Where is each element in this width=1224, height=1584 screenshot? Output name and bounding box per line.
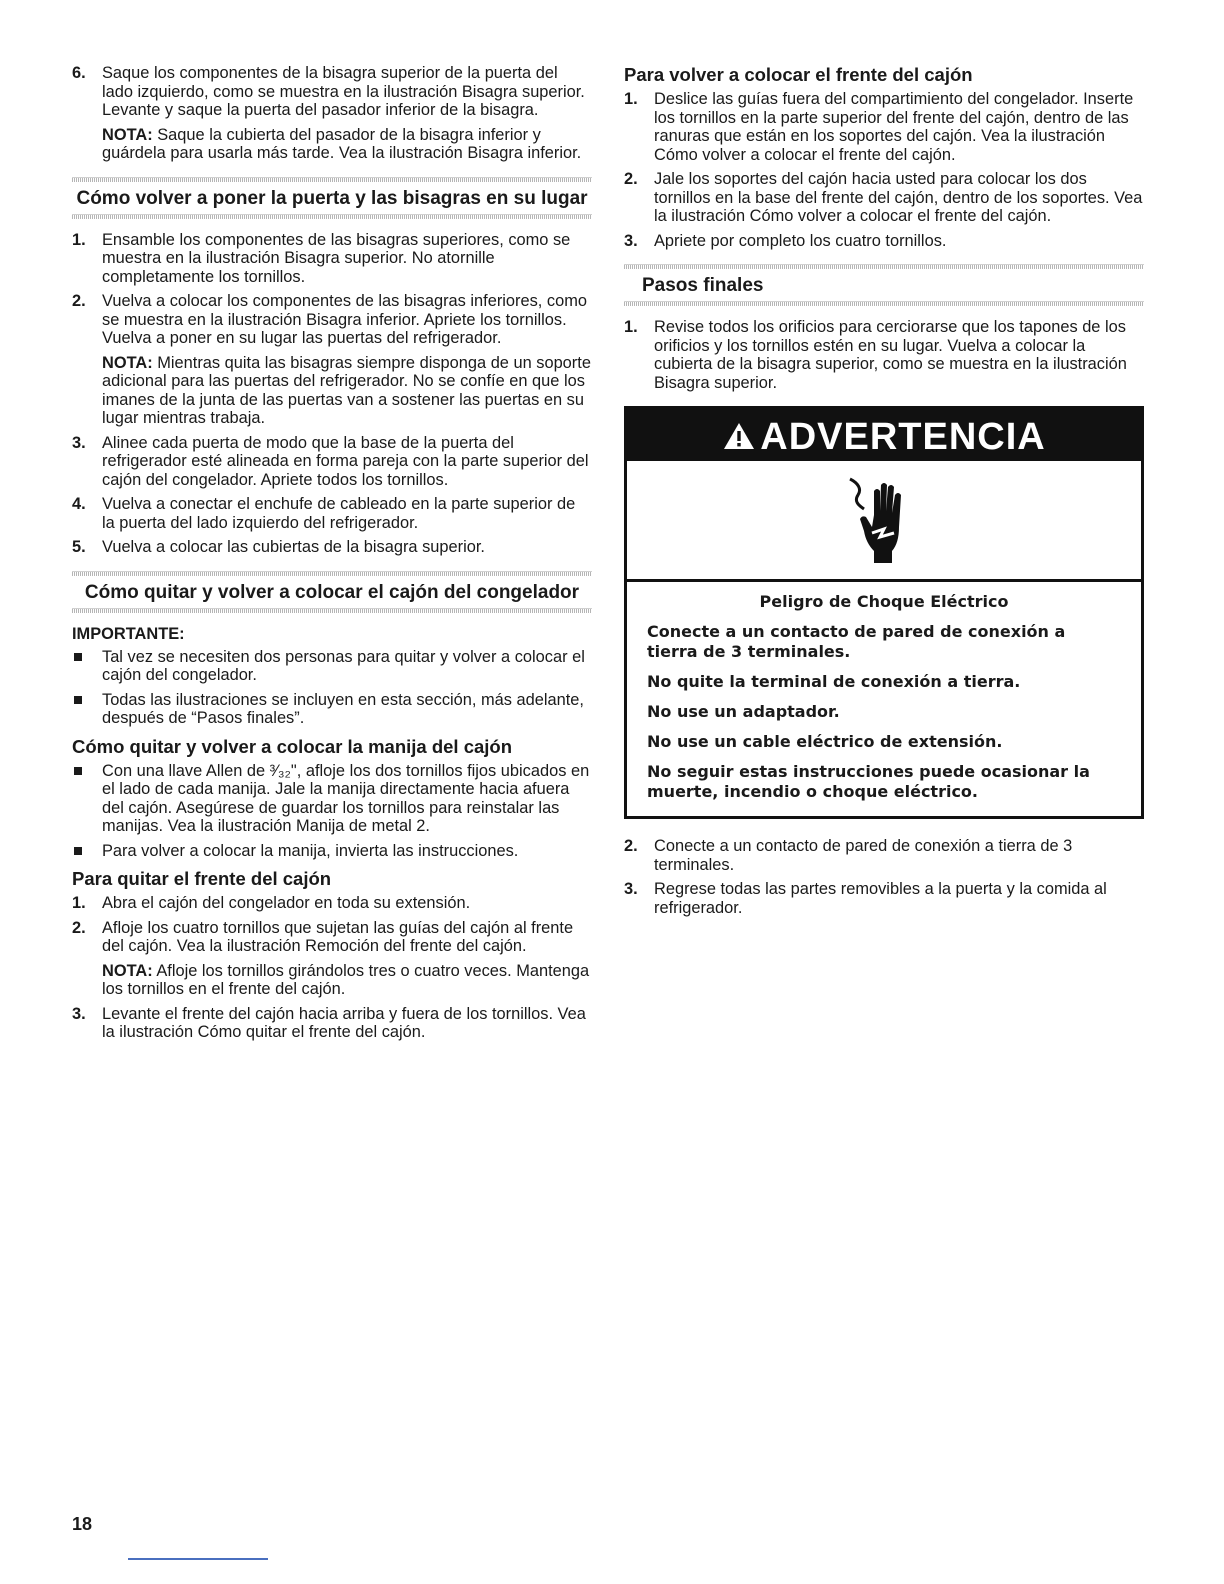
bullet-icon xyxy=(74,767,82,775)
item-text: Levante el frente del cajón hacia arriba y fuera de los tornillos. Vea la ilustración Cómo quitar el frente del cajón. xyxy=(102,1004,586,1041)
warning-line: No use un cable eléctrico de extensión. xyxy=(647,732,1003,751)
item-text: Afloje los cuatro tornillos que sujetan las guías del cajón al frente del cajón. Vea la ilustración Remoción del frente del cajón. xyxy=(102,918,574,955)
list-item xyxy=(72,64,592,120)
item-number: 6. xyxy=(72,64,86,82)
note xyxy=(72,126,592,163)
list-item xyxy=(72,919,592,956)
item-number: 2. xyxy=(624,837,638,855)
bullet-icon xyxy=(74,847,82,855)
item-text: Todas las ilustraciones se incluyen en esta sección, más adelante, después de “Pasos finales”. xyxy=(102,690,584,727)
section-title: Cómo volver a poner la puerta y las bisagras en su lugar xyxy=(76,187,588,209)
item-number: 3. xyxy=(72,433,86,452)
list-item xyxy=(624,837,1144,874)
step-list xyxy=(72,64,592,120)
divider xyxy=(72,214,592,219)
bullet-list xyxy=(72,762,592,861)
list-item xyxy=(72,538,592,557)
warning-title: ADVERTENCIA xyxy=(760,416,1046,458)
note xyxy=(72,354,592,428)
warning-box xyxy=(624,406,1144,819)
item-number: 2. xyxy=(72,292,86,310)
item-number: 4. xyxy=(72,495,86,513)
warning-text xyxy=(627,582,1141,816)
item-number: 1. xyxy=(624,318,638,336)
list-item xyxy=(72,1005,592,1042)
divider xyxy=(72,608,592,613)
list-item xyxy=(624,90,1144,164)
list-item xyxy=(72,648,592,685)
section-header xyxy=(72,177,592,219)
step-list xyxy=(624,90,1144,250)
page-number: 18 xyxy=(72,1514,93,1534)
bullet-icon xyxy=(74,653,82,661)
item-text: Conecte a un contacto de pared de conexión a tierra de 3 terminales. xyxy=(654,837,1073,874)
item-number: 5. xyxy=(72,538,86,556)
right-column xyxy=(624,64,1144,923)
list-item xyxy=(72,292,592,348)
item-text: Revise todos los orificios para cerciorarse que los tapones de los orificios y los tornillos estén en su lugar. Vuelva a colocar la cubierta de la bisagra superior, como se muestra en la ilustración Bisagra superior. xyxy=(654,318,1127,392)
warning-line: No quite la terminal de conexión a tierra. xyxy=(647,672,1021,691)
item-number: 1. xyxy=(624,90,638,108)
item-text: Vuelva a colocar las cubiertas de la bisagra superior. xyxy=(102,538,485,556)
item-text: Con una llave Allen de ³⁄₃₂", afloje los dos tornillos fijos ubicados en el lado de cada manija. Jale la manija directamente hacia afuera del cajón. Asegúrese de guardar los tornillos para reinstalar las manijas. Vea la ilustración Manija de metal 2. xyxy=(102,761,590,835)
list-item xyxy=(72,842,592,861)
list-item xyxy=(624,318,1144,392)
left-column xyxy=(72,64,592,1048)
item-number: 3. xyxy=(624,231,638,250)
item-number: 3. xyxy=(624,880,638,898)
item-text: Jale los soportes del cajón hacia usted para colocar los dos tornillos en la base del frente del cajón, dentro de los soportes. Vea la ilustración Cómo volver a colocar el frente del cajón. xyxy=(654,170,1143,225)
subsection-title: Cómo quitar y volver a colocar la manija del cajón xyxy=(72,735,513,757)
item-text: Vuelva a colocar los componentes de las bisagras inferiores, como se muestra en la ilustración Bisagra inferior. Apriete los tornillos. Vuelva a poner en su lugar las puertas del refrigerador. xyxy=(102,292,587,347)
item-number: 1. xyxy=(72,894,86,912)
list-item xyxy=(72,894,592,913)
item-text: Regrese todas las partes removibles a la puerta y la comida al refrigerador. xyxy=(654,880,1107,917)
divider xyxy=(72,177,592,182)
note-text: Saque la cubierta del pasador de la bisagra inferior y guárdela para usarla más tarde. Vea la ilustración Bisagra inferior. xyxy=(102,125,582,162)
step-list xyxy=(72,894,592,956)
footer-rule xyxy=(128,1558,268,1560)
divider xyxy=(624,301,1144,306)
subsection-title: Para quitar el frente del cajón xyxy=(72,868,332,889)
item-text: Deslice las guías fuera del compartimiento del congelador. Inserte los tornillos en la parte superior del frente del cajón, dentro de las ranuras que están en los soportes del cajón. Vea la ilustración Cómo volver a colocar el frente del cajón. xyxy=(654,90,1134,164)
divider xyxy=(72,571,592,576)
electric-shock-hand-icon xyxy=(844,475,924,567)
warning-icon-area xyxy=(627,461,1141,582)
section-title: Cómo quitar y volver a colocar el cajón del congelador xyxy=(84,581,580,603)
item-text: Tal vez se necesiten dos personas para quitar y volver a colocar el cajón del congelador. xyxy=(102,647,585,684)
note-label: NOTA: xyxy=(102,353,153,372)
step-list xyxy=(72,434,592,557)
step-list xyxy=(624,837,1144,917)
bullet-list xyxy=(72,648,592,728)
important-label: IMPORTANTE: xyxy=(72,624,185,643)
list-item xyxy=(72,434,592,490)
warning-line: Conecte a un contacto de pared de conexión a tierra de 3 terminales. xyxy=(647,622,1066,661)
section-title: Pasos finales xyxy=(642,275,764,296)
list-item xyxy=(624,880,1144,917)
warning-line: No seguir estas instrucciones puede ocasionar la muerte, incendio o choque eléctrico. xyxy=(647,762,1090,801)
warning-heading: Peligro de Choque Eléctrico xyxy=(759,592,1009,611)
note-text: Afloje los tornillos girándolos tres o cuatro veces. Mantenga los tornillos en el frente del cajón. xyxy=(102,961,590,998)
divider xyxy=(624,264,1144,269)
list-item xyxy=(72,691,592,728)
list-item xyxy=(72,762,592,836)
item-number: 1. xyxy=(72,230,86,249)
section-header xyxy=(72,571,592,613)
item-number: 2. xyxy=(72,918,86,937)
note-label: NOTA: xyxy=(102,125,153,144)
item-text: Ensamble los componentes de las bisagras superiores, como se muestra en la ilustración Bisagra superior. No atornille completamente los tornillos. xyxy=(102,230,571,286)
list-item xyxy=(624,170,1144,226)
subsection-title: Para volver a colocar el frente del cajón xyxy=(624,64,973,85)
note xyxy=(72,962,592,999)
item-number: 3. xyxy=(72,1004,86,1023)
item-text: Abra el cajón del congelador en toda su extensión. xyxy=(102,894,471,912)
note-text: Mientras quita las bisagras siempre disponga de un soporte adicional para las puertas del refrigerador. No se confíe en que los imanes de la junta de las puertas van a sostener las puertas en su lugar mientras trabaja. xyxy=(102,353,591,427)
item-text: Para volver a colocar la manija, invierta las instrucciones. xyxy=(102,841,519,860)
warning-title-bar xyxy=(627,409,1141,461)
item-number: 2. xyxy=(624,170,638,188)
item-text: Saque los componentes de la bisagra superior de la puerta del lado izquierdo, como se muestra en la ilustración Bisagra superior. Levante y saque la puerta del pasador inferior de la bisagra. xyxy=(102,64,585,119)
item-text: Apriete por completo los cuatro tornillos. xyxy=(654,231,947,250)
warning-triangle-icon xyxy=(722,411,756,467)
item-text: Vuelva a conectar el enchufe de cableado en la parte superior de la puerta del lado izquierdo del refrigerador. xyxy=(102,495,576,532)
list-item xyxy=(72,231,592,287)
step-list xyxy=(72,231,592,348)
warning-line: No use un adaptador. xyxy=(647,702,840,721)
bullet-icon xyxy=(74,696,82,704)
step-list xyxy=(72,1005,592,1042)
note-label: NOTA: xyxy=(102,961,153,980)
step-list xyxy=(624,318,1144,392)
list-item xyxy=(72,495,592,532)
list-item xyxy=(624,232,1144,251)
section-header xyxy=(624,264,1144,306)
item-text: Alinee cada puerta de modo que la base de la puerta del refrigerador esté alineada en forma pareja con la parte superior del cajón del congelador. Apriete todos los tornillos. xyxy=(102,433,589,489)
